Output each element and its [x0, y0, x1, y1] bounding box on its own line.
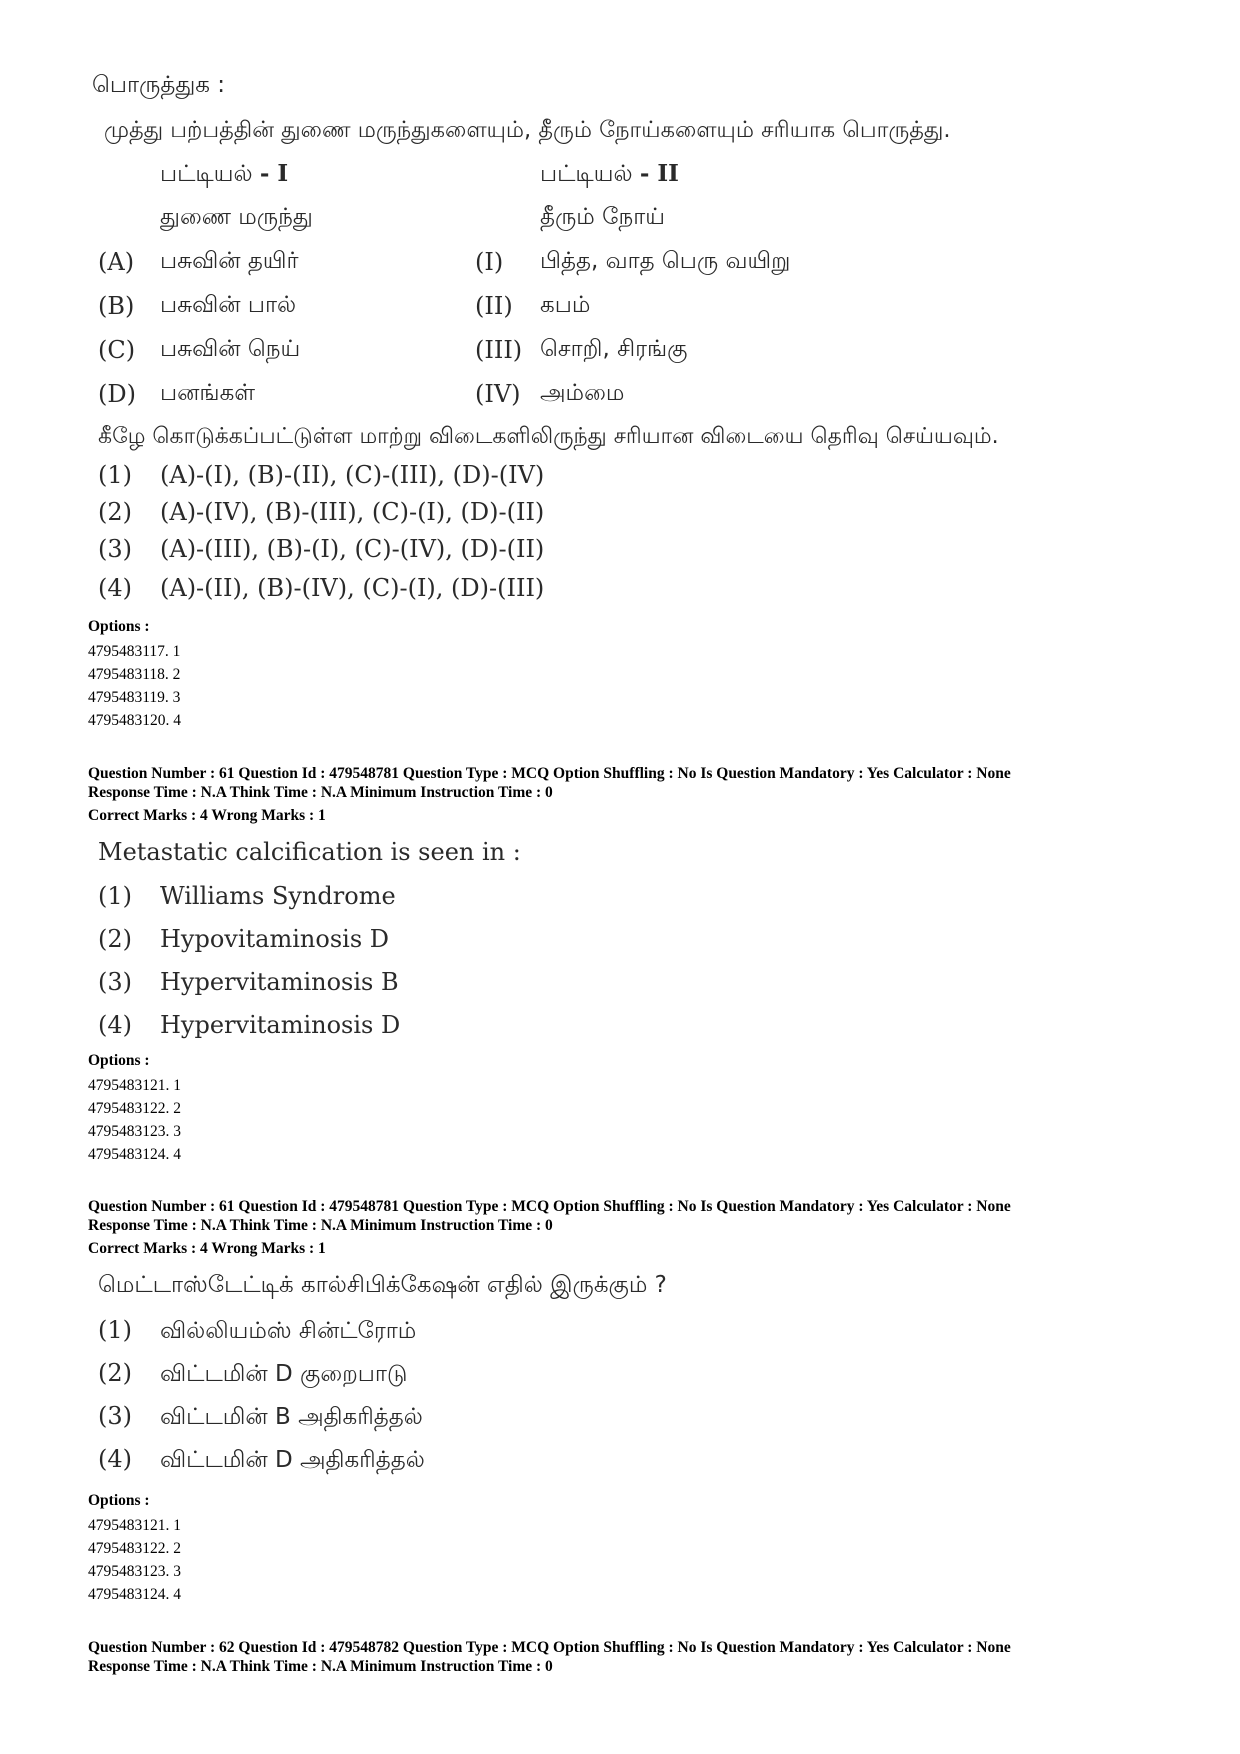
option-id: 4795483121. 1 [88, 1517, 181, 1534]
option-id: 4795483124. 4 [88, 1146, 181, 1163]
q60-row-label: (I) [475, 248, 504, 276]
option-id: 4795483119. 3 [88, 689, 181, 706]
q62-meta-line2: Response Time : N.A Think Time : N.A Minimum Instruction Time : 0 [88, 1658, 553, 1675]
answer-choice: (1) (A)-(I), (B)-(II), (C)-(III), (D)-(IV) [98, 461, 545, 489]
q60-row-item: பித்த, வாத பெரு வயிறு [540, 248, 791, 274]
option-id: 4795483117. 1 [88, 643, 181, 660]
option-id: 4795483122. 2 [88, 1540, 181, 1557]
q60-row-label: (IV) [475, 380, 521, 408]
q60-row-label: (C) [98, 336, 136, 364]
q61-ta-meta-line1: Question Number : 61 Question Id : 479548781 Question Type : MCQ Option Shuffling : No Is Question Mandatory : Yes Calculator : None [88, 1198, 1011, 1215]
q60-list2-subtitle: தீரும் நோய் [540, 204, 665, 230]
answer-choice: (3) Hypervitaminosis B [98, 968, 399, 996]
q60-row-label: (II) [475, 292, 513, 320]
q61-ta-meta-line3: Correct Marks : 4 Wrong Marks : 1 [88, 1240, 326, 1257]
option-id: 4795483122. 2 [88, 1100, 181, 1117]
q62-meta-line1: Question Number : 62 Question Id : 479548782 Question Type : MCQ Option Shuffling : No Is Question Mandatory : Yes Calculator : None [88, 1639, 1011, 1656]
answer-choice: (4) Hypervitaminosis D [98, 1011, 401, 1039]
answer-choice: (4) விட்டமின் D அதிகரித்தல் [98, 1445, 425, 1473]
option-id: 4795483120. 4 [88, 712, 181, 729]
q60-row-label: (A) [98, 248, 135, 276]
q60-options-label: Options : [88, 618, 150, 635]
option-id: 4795483123. 3 [88, 1563, 181, 1580]
answer-choice: (1) வில்லியம்ஸ் சின்ட்ரோம் [98, 1316, 417, 1344]
q61-meta-line3: Correct Marks : 4 Wrong Marks : 1 [88, 807, 326, 824]
answer-choice: (2) Hypovitaminosis D [98, 925, 390, 953]
q60-row-item: அம்மை [540, 380, 625, 406]
q60-row-item: பசுவின் தயிர் [160, 248, 299, 274]
q60-list2-title: பட்டியல் - II [540, 160, 679, 187]
answer-choice: (2) விட்டமின் D குறைபாடு [98, 1359, 408, 1387]
q61-question-text: Metastatic calcification is seen in : [98, 838, 521, 866]
q60-row-item: கபம் [540, 292, 591, 318]
q61-ta-question-text: மெட்டாஸ்டேட்டிக் கால்சிபிக்கேஷன் எதில் இருக்கும் ? [98, 1272, 667, 1298]
q60-row-item: சொறி, சிரங்கு [540, 336, 688, 362]
q60-row-label: (D) [98, 380, 136, 408]
q60-list1-title: பட்டியல் - I [160, 160, 289, 187]
answer-choice: (2) (A)-(IV), (B)-(III), (C)-(I), (D)-(II) [98, 498, 545, 526]
option-id: 4795483123. 3 [88, 1123, 181, 1140]
q60-choose-instruction: கீழே கொடுக்கப்பட்டுள்ள மாற்று விடைகளிலிருந்து சரியான விடையை தெரிவு செய்யவும். [98, 424, 999, 449]
q61-meta-line1: Question Number : 61 Question Id : 479548781 Question Type : MCQ Option Shuffling : No Is Question Mandatory : Yes Calculator : None [88, 765, 1011, 782]
q61-ta-options-label: Options : [88, 1492, 150, 1509]
q60-list1-subtitle: துணை மருந்து [160, 204, 313, 230]
answer-choice: (3) (A)-(III), (B)-(I), (C)-(IV), (D)-(II) [98, 535, 545, 563]
q60-instruction: முத்து பற்பத்தின் துணை மருந்துகளையும், தீரும் நோய்களையும் சரியாக பொருத்து. [104, 117, 951, 143]
answer-choice: (4) (A)-(II), (B)-(IV), (C)-(I), (D)-(III) [98, 574, 545, 602]
q61-meta-line2: Response Time : N.A Think Time : N.A Minimum Instruction Time : 0 [88, 784, 553, 801]
q61-ta-meta-line2: Response Time : N.A Think Time : N.A Minimum Instruction Time : 0 [88, 1217, 553, 1234]
answer-choice: (3) விட்டமின் B அதிகரித்தல் [98, 1402, 423, 1430]
option-id: 4795483121. 1 [88, 1077, 181, 1094]
option-id: 4795483118. 2 [88, 666, 181, 683]
option-id: 4795483124. 4 [88, 1586, 181, 1603]
q60-row-label: (B) [98, 292, 135, 320]
q61-options-label: Options : [88, 1052, 150, 1069]
q60-row-item: பனங்கள் [160, 380, 256, 406]
q60-heading: பொருத்துக : [92, 72, 226, 98]
answer-choice: (1) Williams Syndrome [98, 882, 396, 910]
q60-row-label: (III) [475, 336, 523, 364]
q60-row-item: பசுவின் நெய் [160, 336, 301, 362]
q60-row-item: பசுவின் பால் [160, 292, 297, 318]
